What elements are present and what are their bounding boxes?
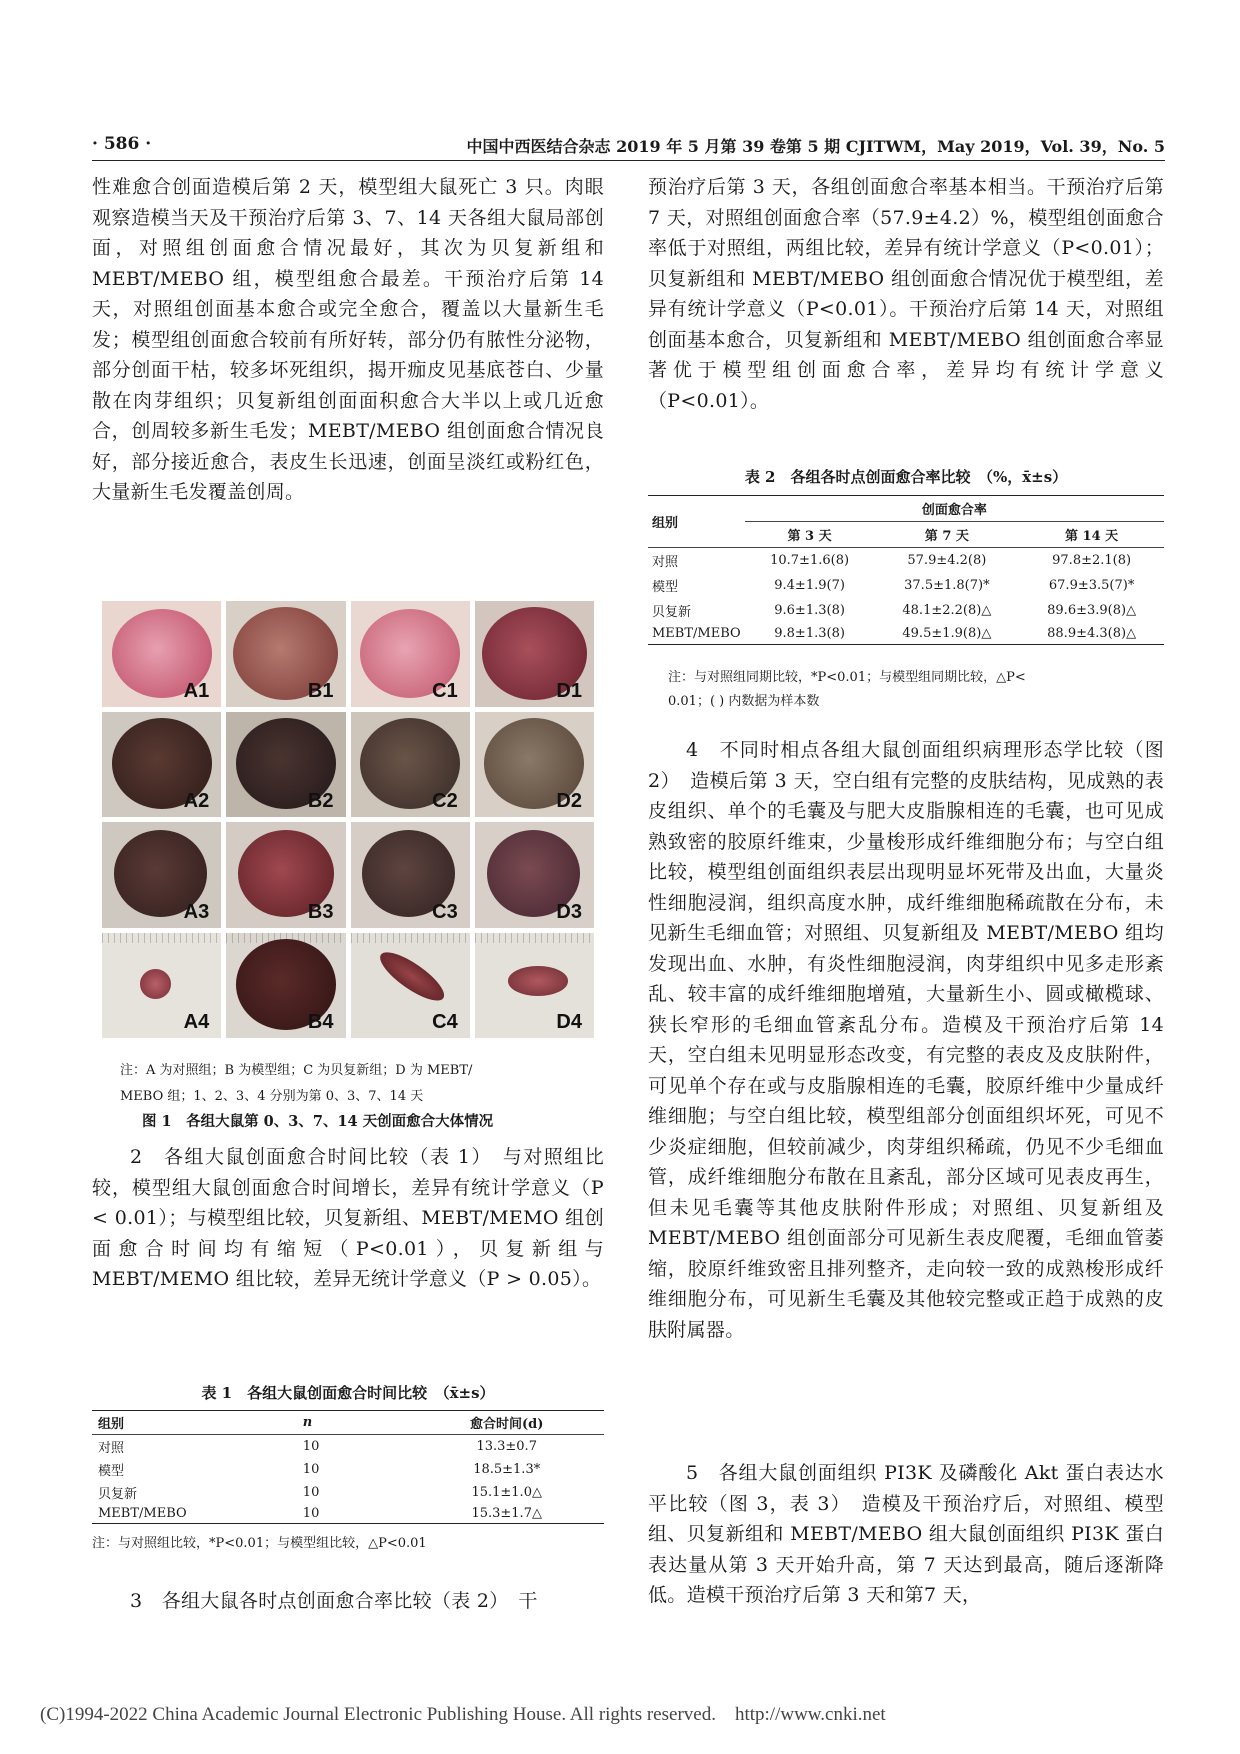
paragraph: 4 不同时相点各组大鼠创面组织病理形态学比较（图 2） 造模后第 3 天，空白组有完整的皮肤结构，见成熟的表皮组织、单个的毛囊及与肥大皮脂腺相连的毛囊，也可见成熟致密的胶原纤维束，少量梭形成纤维细胞分布；与空白组比较，模型组创面组织表层出现明显坏死带及出血，大量炎性细胞浸润，组织高度水肿，成纤维细胞稀疏散在分布，未见新生毛细血管；对照组、贝复新组及 MEBT/MEBO 组均发现出血、水肿，有炎性细胞浸润，肉芽组织中见多走形紊乱、较丰富的成纤维细胞增殖，大量新生小、圆或橄榄球、狭长窄形的毛细血管紊乱分布。造模及干预治疗后第 14 天，空白组未见明显形态改变，有完整的表皮及皮肤附件，可见单个存在或与皮脂腺相连的毛囊，胶原纤维中少量成纤维细胞；与空白组比较，模型组部分创面组织坏死，可见不少炎症细胞，但较前减少，肉芽组织稀疏，仍见不少毛细血管，成纤维细胞分布散在且紊乱，部分区域可见表皮再生，但未见毛囊等其他皮肤附件形成；对照组、贝复新组及 MEBT/MEBO 组创面部分可见新生表皮爬覆，毛细血管萎缩，胶原纤维致密且排列整齐，走向较一致的成熟梭形成纤维细胞分布，可见新生毛囊及其他较完整或正趋于成熟的皮肤附属器。 <box>648 739 1164 1341</box>
ruler-scale <box>475 933 594 943</box>
photo-label: D4 <box>556 1011 582 1033</box>
table-header: 组别 <box>648 496 745 548</box>
journal-header: 中国中西医结合杂志 2019 年 5 月第 39 卷第 5 期 CJITWM，May 2019，Vol. 39，No. 5 <box>466 137 1165 156</box>
table-cell: 49.5±1.9(8)△ <box>902 626 992 641</box>
table-row <box>648 573 1164 598</box>
table-header: 第 14 天 <box>1065 529 1119 544</box>
figure-note <box>120 1058 590 1110</box>
table-cell: 9.4±1.9(7) <box>774 578 845 593</box>
table-row <box>92 1481 604 1504</box>
table-row <box>92 1504 604 1524</box>
table-cell: 37.5±1.8(7)* <box>904 578 990 593</box>
wound-photo <box>475 601 594 707</box>
wound-photo <box>351 933 470 1039</box>
wound-photo <box>351 822 470 928</box>
photo-label: C1 <box>432 679 458 702</box>
table-cell: MEBT/MEBO <box>652 626 741 641</box>
table-cell: 15.1±1.0△ <box>471 1485 542 1500</box>
table-cell: 9.6±1.3(8) <box>774 603 845 618</box>
photo-label: D2 <box>556 790 582 812</box>
photo-label: B4 <box>307 1011 334 1033</box>
photo-label: B1 <box>307 679 334 702</box>
wound-photo <box>102 933 221 1039</box>
table-cell: 10 <box>302 1462 320 1477</box>
table-row <box>92 1458 604 1481</box>
table-note-line: 注：与对照组同期比较，*P<0.01；与模型组同期比较，△P< <box>668 670 1026 685</box>
figure-1-photo-grid <box>102 601 594 1038</box>
photo-label: B2 <box>307 790 334 812</box>
table-1-note: 注：与对照组比较，*P<0.01；与模型组比较，△P<0.01 <box>92 1536 427 1551</box>
table-cell: 13.3±0.7 <box>476 1439 537 1454</box>
section-5 <box>648 1458 1164 1611</box>
table-2 <box>648 495 1164 645</box>
photo-label: B3 <box>307 900 334 923</box>
table-cell: 10 <box>302 1439 320 1454</box>
table-cell: 48.1±2.2(8)△ <box>902 603 992 618</box>
table-cell: 贝复新 <box>98 1487 138 1502</box>
right-column-top <box>648 172 1164 416</box>
photo-label: A1 <box>183 679 210 702</box>
table-row <box>648 548 1164 574</box>
header-rule <box>92 160 1165 161</box>
table-header: 创面愈合率 <box>745 496 1164 522</box>
wound-photo <box>226 933 345 1039</box>
table-cell: MEBT/MEBO <box>98 1506 187 1521</box>
table-2-note <box>668 666 1164 714</box>
wound-photo <box>226 822 345 928</box>
figure-note-line: MEBO 组；1、2、3、4 分别为第 0、3、7、14 天 <box>120 1089 424 1104</box>
table-header: 第 7 天 <box>924 529 969 544</box>
wound-photo <box>475 822 594 928</box>
section-4 <box>648 735 1164 1345</box>
wound-photo <box>102 601 221 707</box>
wound-area <box>140 969 171 999</box>
table-cell: 10.7±1.6(8) <box>770 553 850 568</box>
ruler-scale <box>351 933 470 943</box>
copyright-footer: (C)1994-2022 China Academic Journal Electronic Publishing House. All rights reserved. http://www.cnki.net <box>40 1704 886 1725</box>
table-cell: 57.9±4.2(8) <box>907 553 987 568</box>
table-cell: 贝复新 <box>652 605 692 620</box>
table-1-caption: 表 1 各组大鼠创面愈合时间比较 （x̄±s） <box>201 1384 495 1402</box>
table-row <box>92 1435 604 1459</box>
photo-label: C2 <box>432 790 458 812</box>
table-cell: 88.9±4.3(8)△ <box>1047 626 1137 641</box>
table-cell: 10 <box>302 1506 320 1521</box>
photo-label: C4 <box>432 1011 458 1033</box>
wound-photo <box>226 712 345 818</box>
table-1 <box>92 1410 604 1524</box>
table-header: n <box>302 1415 313 1430</box>
table-cell: 89.6±3.9(8)△ <box>1047 603 1137 618</box>
table-cell: 10 <box>302 1485 320 1500</box>
table-cell: 9.8±1.3(8) <box>774 626 845 641</box>
photo-label: A3 <box>183 900 210 923</box>
section-3 <box>92 1586 604 1617</box>
wound-photo <box>475 712 594 818</box>
table-2-caption: 表 2 各组各时点创面愈合率比较 （%，x̄±s） <box>744 468 1068 486</box>
wound-photo <box>226 601 345 707</box>
table-header: 愈合时间(d) <box>470 1417 544 1432</box>
ruler-scale <box>102 933 221 943</box>
table-cell: 97.8±2.1(8) <box>1052 553 1132 568</box>
section-2 <box>92 1142 604 1295</box>
photo-label: D3 <box>556 900 582 923</box>
wound-area <box>508 966 568 996</box>
wound-area <box>374 945 451 1010</box>
figure-caption: 图 1 各组大鼠第 0、3、7、14 天创面愈合大体情况 <box>142 1113 494 1130</box>
table-cell: 对照 <box>652 555 679 570</box>
paragraph: 5 各组大鼠创面组织 PI3K 及磷酸化 Akt 蛋白表达水平比较（图 3，表 3） 造模及干预治疗后，对照组、模型组、贝复新组和 MEBT/MEBO 组大鼠创面组织 PI3K 蛋白表达量从第 3 天开始升高，第 7 天达到最高，随后逐渐降低。造模干预治疗后第 3 天和第7 天， <box>648 1462 1164 1606</box>
table-header: 第 3 天 <box>787 529 832 544</box>
table-note-line: 0.01；( ) 内数据为样本数 <box>668 694 820 709</box>
table-row <box>648 623 1164 645</box>
wound-photo <box>351 601 470 707</box>
table-row <box>648 598 1164 623</box>
table-cell: 67.9±3.5(7)* <box>1048 578 1135 593</box>
page-number: · 586 · <box>92 134 152 154</box>
table-cell: 对照 <box>98 1441 125 1456</box>
photo-label: C3 <box>432 900 458 923</box>
figure-note-line: 注：A 为对照组；B 为模型组；C 为贝复新组；D 为 MEBT/ <box>120 1063 473 1078</box>
table-cell: 模型 <box>98 1464 125 1479</box>
left-column-top <box>92 172 604 508</box>
photo-label: A2 <box>183 790 210 812</box>
table-cell: 模型 <box>652 580 679 595</box>
table-cell: 15.3±1.7△ <box>471 1506 542 1521</box>
wound-photo <box>102 712 221 818</box>
wound-photo <box>475 933 594 1039</box>
paragraph: 预治疗后第 3 天，各组创面愈合率基本相当。干预治疗后第 7 天，对照组创面愈合率（57.9±4.2）%，模型组创面愈合率低于对照组，两组比较，差异有统计学意义（P<0.01）；贝复新组和 MEBT/MEBO 组创面愈合情况优于模型组，差异有统计学意义（P<0.01）。干预治疗后第 14 天，对照组创面基本愈合，贝复新组和 MEBT/MEBO 组创面愈合率显著优于模型组创面愈合率，差异均有统计学意义（P<0.01）。 <box>648 176 1164 412</box>
table-cell: 18.5±1.3* <box>473 1462 541 1477</box>
paragraph: 3 各组大鼠各时点创面愈合率比较（表 2） 干 <box>130 1590 538 1612</box>
photo-label: D1 <box>556 679 582 702</box>
wound-photo <box>102 822 221 928</box>
wound-photo <box>351 712 470 818</box>
table-header: 组别 <box>98 1417 125 1432</box>
photo-label: A4 <box>183 1011 210 1033</box>
paragraph: 2 各组大鼠创面愈合时间比较（表 1） 与对照组比较，模型组大鼠创面愈合时间增长，差异有统计学意义（P < 0.01）；与模型组比较，贝复新组、MEBT/MEMO 组创面愈合时间均有缩短（P<0.01），贝复新组与 MEBT/MEMO 组比较，差异无统计学意义（P > 0.05）。 <box>92 1146 604 1290</box>
paragraph: 性难愈合创面造模后第 2 天，模型组大鼠死亡 3 只。肉眼观察造模当天及干预治疗后第 3、7、14 天各组大鼠局部创面，对照组创面愈合情况最好，其次为贝复新组和 MEBT/MEBO 组，模型组愈合最差。干预治疗后第 14 天，对照组创面基本愈合或完全愈合，覆盖以大量新生毛发；模型组创面愈合较前有所好转，部分仍有脓性分泌物，部分创面干枯，较多坏死组织，揭开痂皮见基底苍白、少量散在肉芽组织；贝复新组创面面积愈合大半以上或几近愈合，创周较多新生毛发；MEBT/MEBO 组创面愈合情况良好，部分接近愈合，表皮生长迅速，创面呈淡红或粉红色，大量新生毛发覆盖创周。 <box>92 176 604 503</box>
